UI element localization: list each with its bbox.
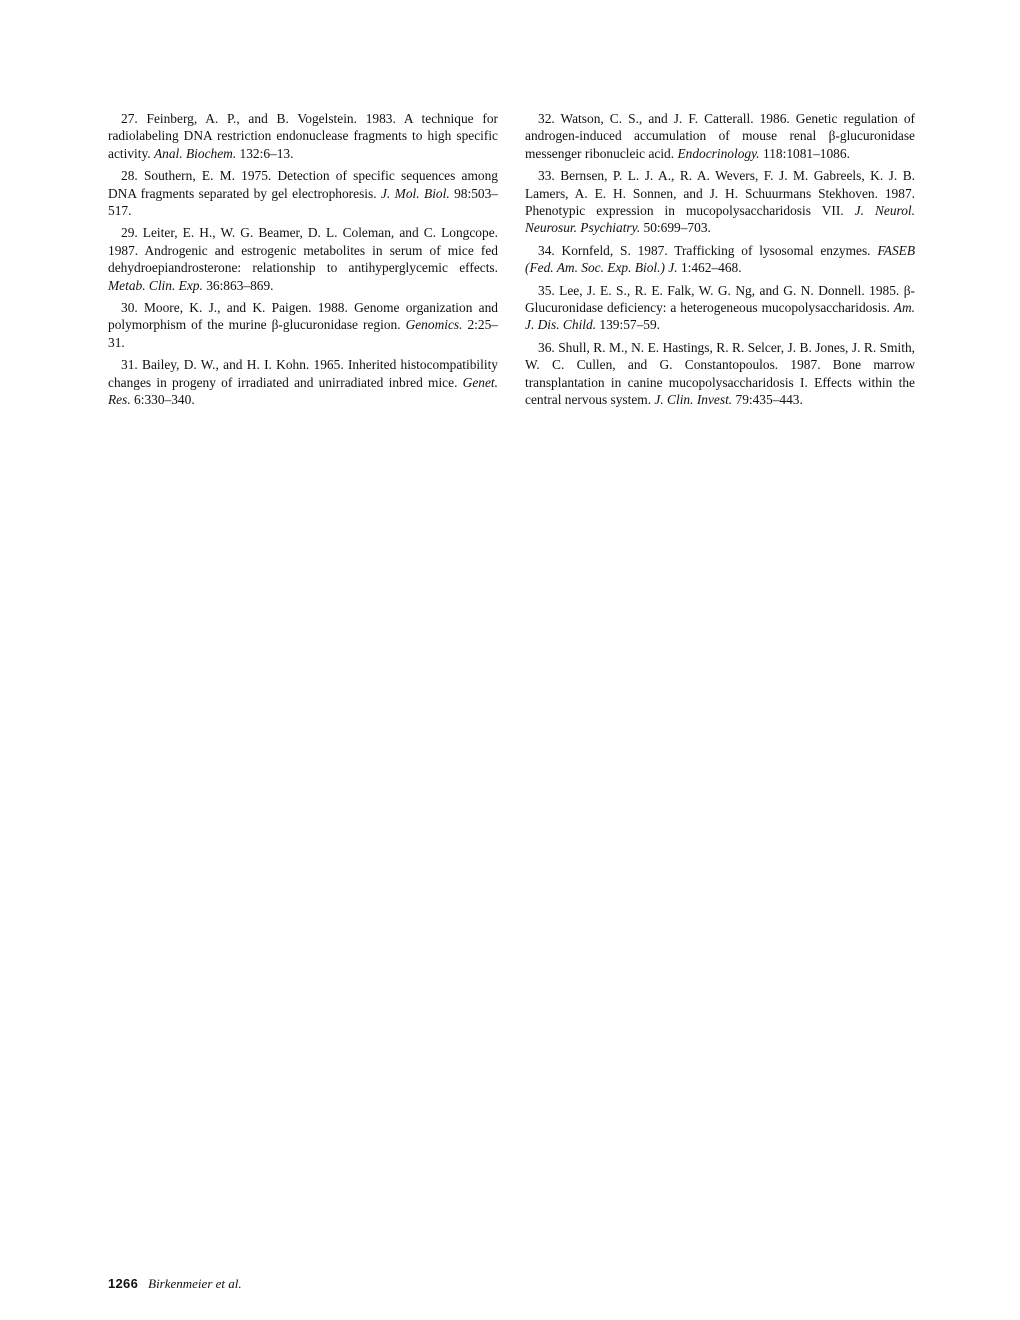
- reference-journal: Endocrinology.: [677, 145, 760, 161]
- reference-journal: Anal. Biochem.: [153, 145, 237, 161]
- reference-journal: FASEB (Fed. Am. Soc. Exp. Biol.) J.: [525, 242, 915, 276]
- reference-citation: 36:863–869.: [202, 277, 274, 293]
- reference-35: [525, 282, 915, 334]
- page-footer: [108, 1276, 242, 1292]
- reference-journal: Genomics.: [405, 317, 463, 333]
- reference-journal: Am. J. Dis. Child.: [525, 300, 915, 333]
- reference-journal: J. Clin. Invest.: [654, 392, 733, 408]
- references-right-column: [525, 110, 915, 414]
- reference-text: 30. Moore, K. J., and K. Paigen. 1988. Genome organization and polymorphism of the murine β-glucuronidase region.: [108, 300, 498, 333]
- reference-text: 28. Southern, E. M. 1975. Detection of specific sequences among DNA fragments separated by gel electrophoresis.: [108, 168, 498, 201]
- reference-text: 34. Kornfeld, S. 1987. Trafficking of lysosomal enzymes.: [538, 242, 878, 258]
- reference-27: [108, 110, 498, 162]
- reference-text: 27. Feinberg, A. P., and B. Vogelstein. 1983. A technique for radiolabeling DNA restriction endonuclease fragments to high specific activity.: [108, 111, 498, 161]
- running-head: Birkenmeier et al.: [148, 1276, 242, 1291]
- reference-citation: 132:6–13.: [236, 145, 294, 161]
- reference-text: 31. Bailey, D. W., and H. I. Kohn. 1965. Inherited histocompatibility changes in progeny of irradiated and unirradiated inbred mice.: [108, 357, 498, 390]
- reference-33: [525, 167, 915, 237]
- reference-journal: J. Mol. Biol.: [380, 185, 450, 201]
- reference-29: [108, 224, 498, 294]
- references-left-column: [108, 110, 498, 414]
- reference-journal: J. Neurol. Neurosur. Psychiatry.: [525, 203, 915, 236]
- reference-text: 36. Shull, R. M., N. E. Hastings, R. R. Selcer, J. B. Jones, J. R. Smith, W. C. Cullen, and G. Constantopoulos. 1987. Bone marrow transplantation in canine mucopolysaccharidosis I. Effects within the central nervous system.: [525, 339, 915, 408]
- reference-text: 35. Lee, J. E. S., R. E. Falk, W. G. Ng, and G. N. Donnell. 1985. β-Glucuronidase deficiency: a heterogeneous mucopolysaccharidosis.: [525, 282, 915, 316]
- reference-citation: 118:1081–1086.: [759, 145, 850, 161]
- reference-text: 29. Leiter, E. H., W. G. Beamer, D. L. Coleman, and C. Longcope. 1987. Androgenic and estrogenic metabolites in serum of mice fed dehydroepiandrosterone: relationship to antihyperglycemic effects.: [108, 225, 498, 276]
- reference-text: 32. Watson, C. S., and J. F. Catterall. 1986. Genetic regulation of androgen-induced accumulation of mouse renal β-glucuronidase messenger ribonucleic acid.: [525, 111, 915, 161]
- reference-30: [108, 299, 498, 351]
- reference-36: [525, 339, 915, 409]
- reference-28: [108, 167, 498, 219]
- reference-31: [108, 356, 498, 408]
- reference-citation: 50:699–703.: [640, 220, 711, 236]
- reference-journal: Genet. Res.: [108, 374, 498, 408]
- reference-journal: Metab. Clin. Exp.: [108, 277, 203, 293]
- reference-text: 33. Bernsen, P. L. J. A., R. A. Wevers, F. J. M. Gabreels, K. J. B. Lamers, A. E. H. Sonnen, and J. H. Schuurmans Stekhoven. 1987. Phenotypic expression in mucopolysaccharidosis VII.: [525, 168, 915, 219]
- reference-34: [525, 242, 915, 277]
- reference-citation: 98:503–517.: [108, 185, 498, 219]
- reference-citation: 1:462–468.: [677, 260, 742, 276]
- reference-citation: 2:25–31.: [108, 317, 498, 350]
- reference-citation: 6:330–340.: [130, 392, 195, 408]
- reference-32: [525, 110, 915, 162]
- page-number: 1266: [108, 1276, 139, 1291]
- reference-citation: 79:435–443.: [732, 392, 803, 408]
- reference-citation: 139:57–59.: [596, 317, 661, 333]
